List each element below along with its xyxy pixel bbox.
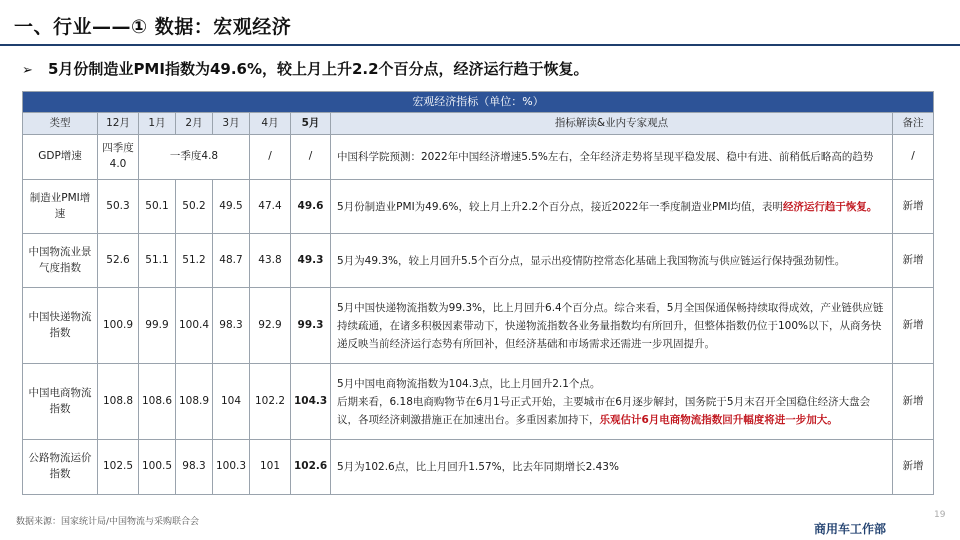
cell-mar: 49.5: [213, 180, 250, 234]
cell-apr: 102.2: [250, 364, 291, 440]
cell-dec: 108.8: [98, 364, 139, 440]
cell-note: 新增: [893, 288, 934, 364]
col-header-jan: 1月: [139, 113, 176, 135]
cell-mar: 100.3: [213, 440, 250, 495]
table-row: [23, 135, 934, 180]
table-row: [23, 364, 934, 440]
cell-q1: 一季度4.8: [139, 135, 250, 180]
macro-indicators-table: [22, 91, 934, 495]
table-row: [23, 288, 934, 364]
cell-jan: 99.9: [139, 288, 176, 364]
cell-note: /: [893, 135, 934, 180]
cell-note: 新增: [893, 234, 934, 288]
cell-mar: 48.7: [213, 234, 250, 288]
cell-commentary: [331, 364, 893, 440]
cell-feb: 98.3: [176, 440, 213, 495]
row-type: 中国快递物流指数: [23, 288, 98, 364]
col-header-type: 类型: [23, 113, 98, 135]
col-header-dec: 12月: [98, 113, 139, 135]
page-number: 19: [934, 510, 946, 520]
commentary-line-1: 5月中国电商物流指数为104.3点，比上月回升2.1个点。: [337, 377, 601, 390]
col-header-commentary: 指标解读&业内专家观点: [331, 113, 893, 135]
subtitle: [22, 58, 589, 79]
row-type: 公路物流运价指数: [23, 440, 98, 495]
col-header-mar: 3月: [213, 113, 250, 135]
title-divider: [0, 44, 960, 46]
cell-note: 新增: [893, 364, 934, 440]
cell-note: 新增: [893, 180, 934, 234]
cell-dec: 四季度4.0: [98, 135, 139, 180]
cell-may: 99.3: [291, 288, 331, 364]
commentary-highlight: 经济运行趋于恢复。: [782, 200, 878, 213]
page-title: 一、行业——① 数据：宏观经济: [14, 16, 292, 38]
cell-mar: 104: [213, 364, 250, 440]
cell-jan: 100.5: [139, 440, 176, 495]
cell-feb: 50.2: [176, 180, 213, 234]
cell-may: /: [291, 135, 331, 180]
cell-jan: 108.6: [139, 364, 176, 440]
col-header-feb: 2月: [176, 113, 213, 135]
cell-dec: 102.5: [98, 440, 139, 495]
table-row: [23, 440, 934, 495]
cell-apr: 47.4: [250, 180, 291, 234]
table-row: [23, 180, 934, 234]
cell-commentary: [331, 180, 893, 234]
row-type: 中国物流业景气度指数: [23, 234, 98, 288]
cell-dec: 100.9: [98, 288, 139, 364]
table-caption: 宏观经济指标（单位：%）: [23, 92, 934, 113]
cell-note: 新增: [893, 440, 934, 495]
data-source-note: 数据来源：国家统计局/中国物流与采购联合会: [16, 517, 200, 527]
cell-feb: 51.2: [176, 234, 213, 288]
cell-may: 104.3: [291, 364, 331, 440]
commentary-highlight: 乐观估计6月电商物流指数回升幅度将进一步加大。: [599, 413, 838, 426]
cell-commentary: 中国科学院预测：2022年中国经济增速5.5%左右，全年经济走势将呈现平稳发展、稳中有进、前稍低后略高的趋势: [331, 135, 893, 180]
cell-may: 102.6: [291, 440, 331, 495]
col-header-note: 备注: [893, 113, 934, 135]
cell-mar: 98.3: [213, 288, 250, 364]
commentary-text: 5月份制造业PMI为49.6%，较上月上升2.2个百分点，接近2022年一季度制造业PMI均值，表明: [337, 200, 783, 213]
cell-jan: 51.1: [139, 234, 176, 288]
arrow-bullet-icon: ➢: [22, 63, 33, 78]
cell-commentary: 5月为102.6点，比上月回升1.57%，比去年同期增长2.43%: [331, 440, 893, 495]
row-type: GDP增速: [23, 135, 98, 180]
cell-apr: 101: [250, 440, 291, 495]
cell-apr: 43.8: [250, 234, 291, 288]
cell-apr: 92.9: [250, 288, 291, 364]
brand-label: 商用车工作部: [814, 522, 887, 536]
cell-may: 49.6: [291, 180, 331, 234]
cell-dec: 52.6: [98, 234, 139, 288]
commentary-text: 后期来看，6.18电商购物节在6月1号正式开始，主要城市在6月逐步解封，国务院于5月末召开全国稳住经济大盘会议，各项经济刺激措施正在加速出台。多重因素加持下，: [337, 395, 871, 426]
cell-commentary: 5月中国快递物流指数为99.3%，比上月回升6.4个百分点。综合来看，5月全国保通保畅持续取得成效，产业链供应链持续疏通，在诸多积极因素带动下，快递物流指数各业务量指数均有所回升，但整体指数仍位于100%以下，从商务快递反映当前经济运行态势有所回补，但经济基础和市场需求还需进一步巩固提升。: [331, 288, 893, 364]
col-header-may: 5月: [291, 113, 331, 135]
cell-may: 49.3: [291, 234, 331, 288]
table-row: [23, 234, 934, 288]
col-header-apr: 4月: [250, 113, 291, 135]
cell-commentary: 5月为49.3%，较上月回升5.5个百分点，显示出疫情防控常态化基础上我国物流与供应链运行保持强劲韧性。: [331, 234, 893, 288]
cell-jan: 50.1: [139, 180, 176, 234]
row-type: 中国电商物流指数: [23, 364, 98, 440]
cell-dec: 50.3: [98, 180, 139, 234]
subtitle-text: 5月份制造业PMI指数为49.6%，较上月上升2.2个百分点，经济运行趋于恢复。: [48, 60, 589, 78]
table-header-row: [23, 113, 934, 135]
cell-apr: /: [250, 135, 291, 180]
row-type: 制造业PMI增速: [23, 180, 98, 234]
cell-feb: 100.4: [176, 288, 213, 364]
cell-feb: 108.9: [176, 364, 213, 440]
